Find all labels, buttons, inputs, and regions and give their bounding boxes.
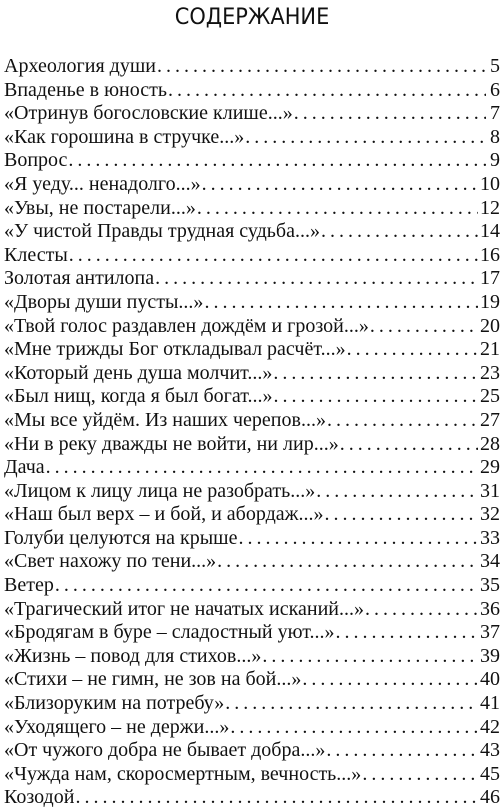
toc-entry [4,621,500,645]
entry-page-number: 25 [480,385,500,408]
toc-entry [4,362,500,386]
toc-entry [4,291,500,315]
toc-entry [4,126,500,150]
entry-title: «Бродягам в буре – сладостный уют...» [4,621,335,644]
dot-leader [302,668,478,692]
entry-page-number: 8 [490,125,500,148]
table-of-contents [4,55,500,810]
entry-page-number: 20 [480,314,500,337]
entry-title: «Уходящего – не держи...» [4,715,230,738]
dot-leader [316,480,478,504]
toc-entry [4,220,500,244]
dot-leader [46,456,478,480]
toc-entry [4,173,500,197]
toc-entry [4,149,500,173]
toc-entry [4,645,500,669]
entry-page-number: 7 [490,102,500,125]
dot-leader [157,55,486,79]
dot-leader [204,291,478,315]
dot-leader [155,267,478,291]
toc-entry [4,433,500,457]
dot-leader [294,102,486,126]
entry-title: «Дворы души пусты...» [4,290,204,313]
dot-leader [321,220,478,244]
toc-entry [4,102,500,126]
entry-title: «Наш был верх – и бой, и абордаж...» [4,503,324,526]
dot-leader [336,621,478,645]
entry-page-number: 12 [480,196,500,219]
entry-title: Золотая антилопа [4,267,155,290]
entry-title: Ветер [4,574,54,597]
toc-entry [4,786,500,810]
entry-page-number: 36 [480,597,500,620]
entry-title: «Мне трижды Бог откладывал расчёт...» [4,338,346,361]
entry-title: «Лицом к лицу лица не разобрать...» [4,479,316,502]
dot-leader [225,692,478,716]
entry-page-number: 21 [480,338,500,361]
entry-title: Археология души [4,55,156,77]
entry-title: «Стихи – не гимн, не зов на бой...» [4,668,302,691]
dot-leader [324,503,478,527]
entry-title: «Был нищ, когда я был богат...» [4,385,273,408]
toc-entry [4,409,500,433]
toc-entry [4,385,500,409]
dot-leader [202,173,478,197]
entry-page-number: 23 [480,361,500,384]
dot-leader [238,527,478,551]
toc-entry [4,550,500,574]
entry-title: «Увы, не постарели...» [4,196,196,219]
toc-entry [4,315,500,339]
entry-title: Дача [4,456,45,479]
toc-entry [4,763,500,787]
entry-page-number: 33 [480,526,500,549]
entry-title: «У чистой Правды трудная судьба...» [4,220,320,243]
toc-entry [4,480,500,504]
toc-entry [4,456,500,480]
entry-title: «Отринув богословские клише...» [4,102,293,125]
dot-leader [245,126,486,150]
dot-leader [340,433,478,457]
entry-page-number: 41 [480,692,500,715]
entry-page-number: 42 [480,715,500,738]
dot-leader [365,598,478,622]
entry-page-number: 32 [480,503,500,526]
entry-page-number: 34 [480,550,500,573]
dot-leader [362,763,478,787]
toc-entry [4,716,500,740]
entry-title: «От чужого добра не бывает добра...» [4,739,326,762]
toc-entry [4,338,500,362]
dot-leader [217,550,478,574]
entry-page-number: 16 [480,243,500,266]
dot-leader [55,574,478,598]
dot-leader [168,79,486,103]
entry-page-number: 6 [490,78,500,101]
entry-title: «Ни в реку дважды не войти, ни лир...» [4,432,339,455]
entry-title: «Который день душа молчит...» [4,361,273,384]
entry-title: Вопрос [4,149,68,172]
entry-title: Голуби целуются на крыше [4,526,238,549]
entry-title: «Жизнь – повод для стихов...» [4,644,262,667]
entry-title: «Близоруким на потребу» [4,692,225,715]
dot-leader [347,338,478,362]
dot-leader [370,315,478,339]
entry-page-number: 5 [490,55,500,77]
entry-title: «Свет нахожу по тени...» [4,550,217,573]
toc-entry [4,503,500,527]
entry-page-number: 10 [480,172,500,195]
dot-leader [326,739,478,763]
dot-leader [273,385,478,409]
toc-entry [4,244,500,268]
toc-entry [4,197,500,221]
toc-entry [4,267,500,291]
dot-leader [69,244,478,268]
entry-page-number: 9 [490,149,500,172]
entry-title: «Мы все уйдём. Из наших черепов...» [4,408,326,431]
entry-page-number: 29 [480,456,500,479]
toc-entry [4,574,500,598]
dot-leader [273,362,478,386]
entry-page-number: 37 [480,621,500,644]
dot-leader [262,645,478,669]
entry-page-number: 39 [480,644,500,667]
entry-page-number: 27 [480,408,500,431]
entry-page-number: 40 [480,668,500,691]
toc-entry [4,668,500,692]
toc-entry [4,527,500,551]
entry-page-number: 43 [480,739,500,762]
toc-entry [4,739,500,763]
entry-page-number: 31 [480,479,500,502]
entry-title: Козодой [4,786,75,809]
toc-entry [4,692,500,716]
dot-leader [75,786,478,810]
dot-leader [230,716,478,740]
entry-title: «Как горошина в стручке...» [4,125,245,148]
dot-leader [197,197,478,221]
toc-entry [4,55,500,79]
entry-page-number: 35 [480,574,500,597]
entry-title: Клесты [4,243,68,266]
entry-page-number: 45 [480,762,500,785]
toc-entry [4,79,500,103]
dot-leader [327,409,478,433]
dot-leader [68,149,486,173]
entry-title: «Трагический итог не начатых исканий...» [4,597,364,620]
entry-title: «Я уеду... ненадолго...» [4,172,201,195]
entry-title: «Чужда нам, скоросмертным, вечность...» [4,762,362,785]
page-title: СОДЕРЖАНИЕ [174,5,330,30]
entry-title: Впаденье в юность [4,78,167,101]
toc-entry [4,598,500,622]
entry-page-number: 17 [480,267,500,290]
entry-page-number: 19 [480,290,500,313]
entry-title: «Твой голос раздавлен дождём и грозой...» [4,314,369,337]
entry-page-number: 46 [480,786,500,809]
entry-page-number: 14 [480,220,500,243]
entry-page-number: 28 [480,432,500,455]
